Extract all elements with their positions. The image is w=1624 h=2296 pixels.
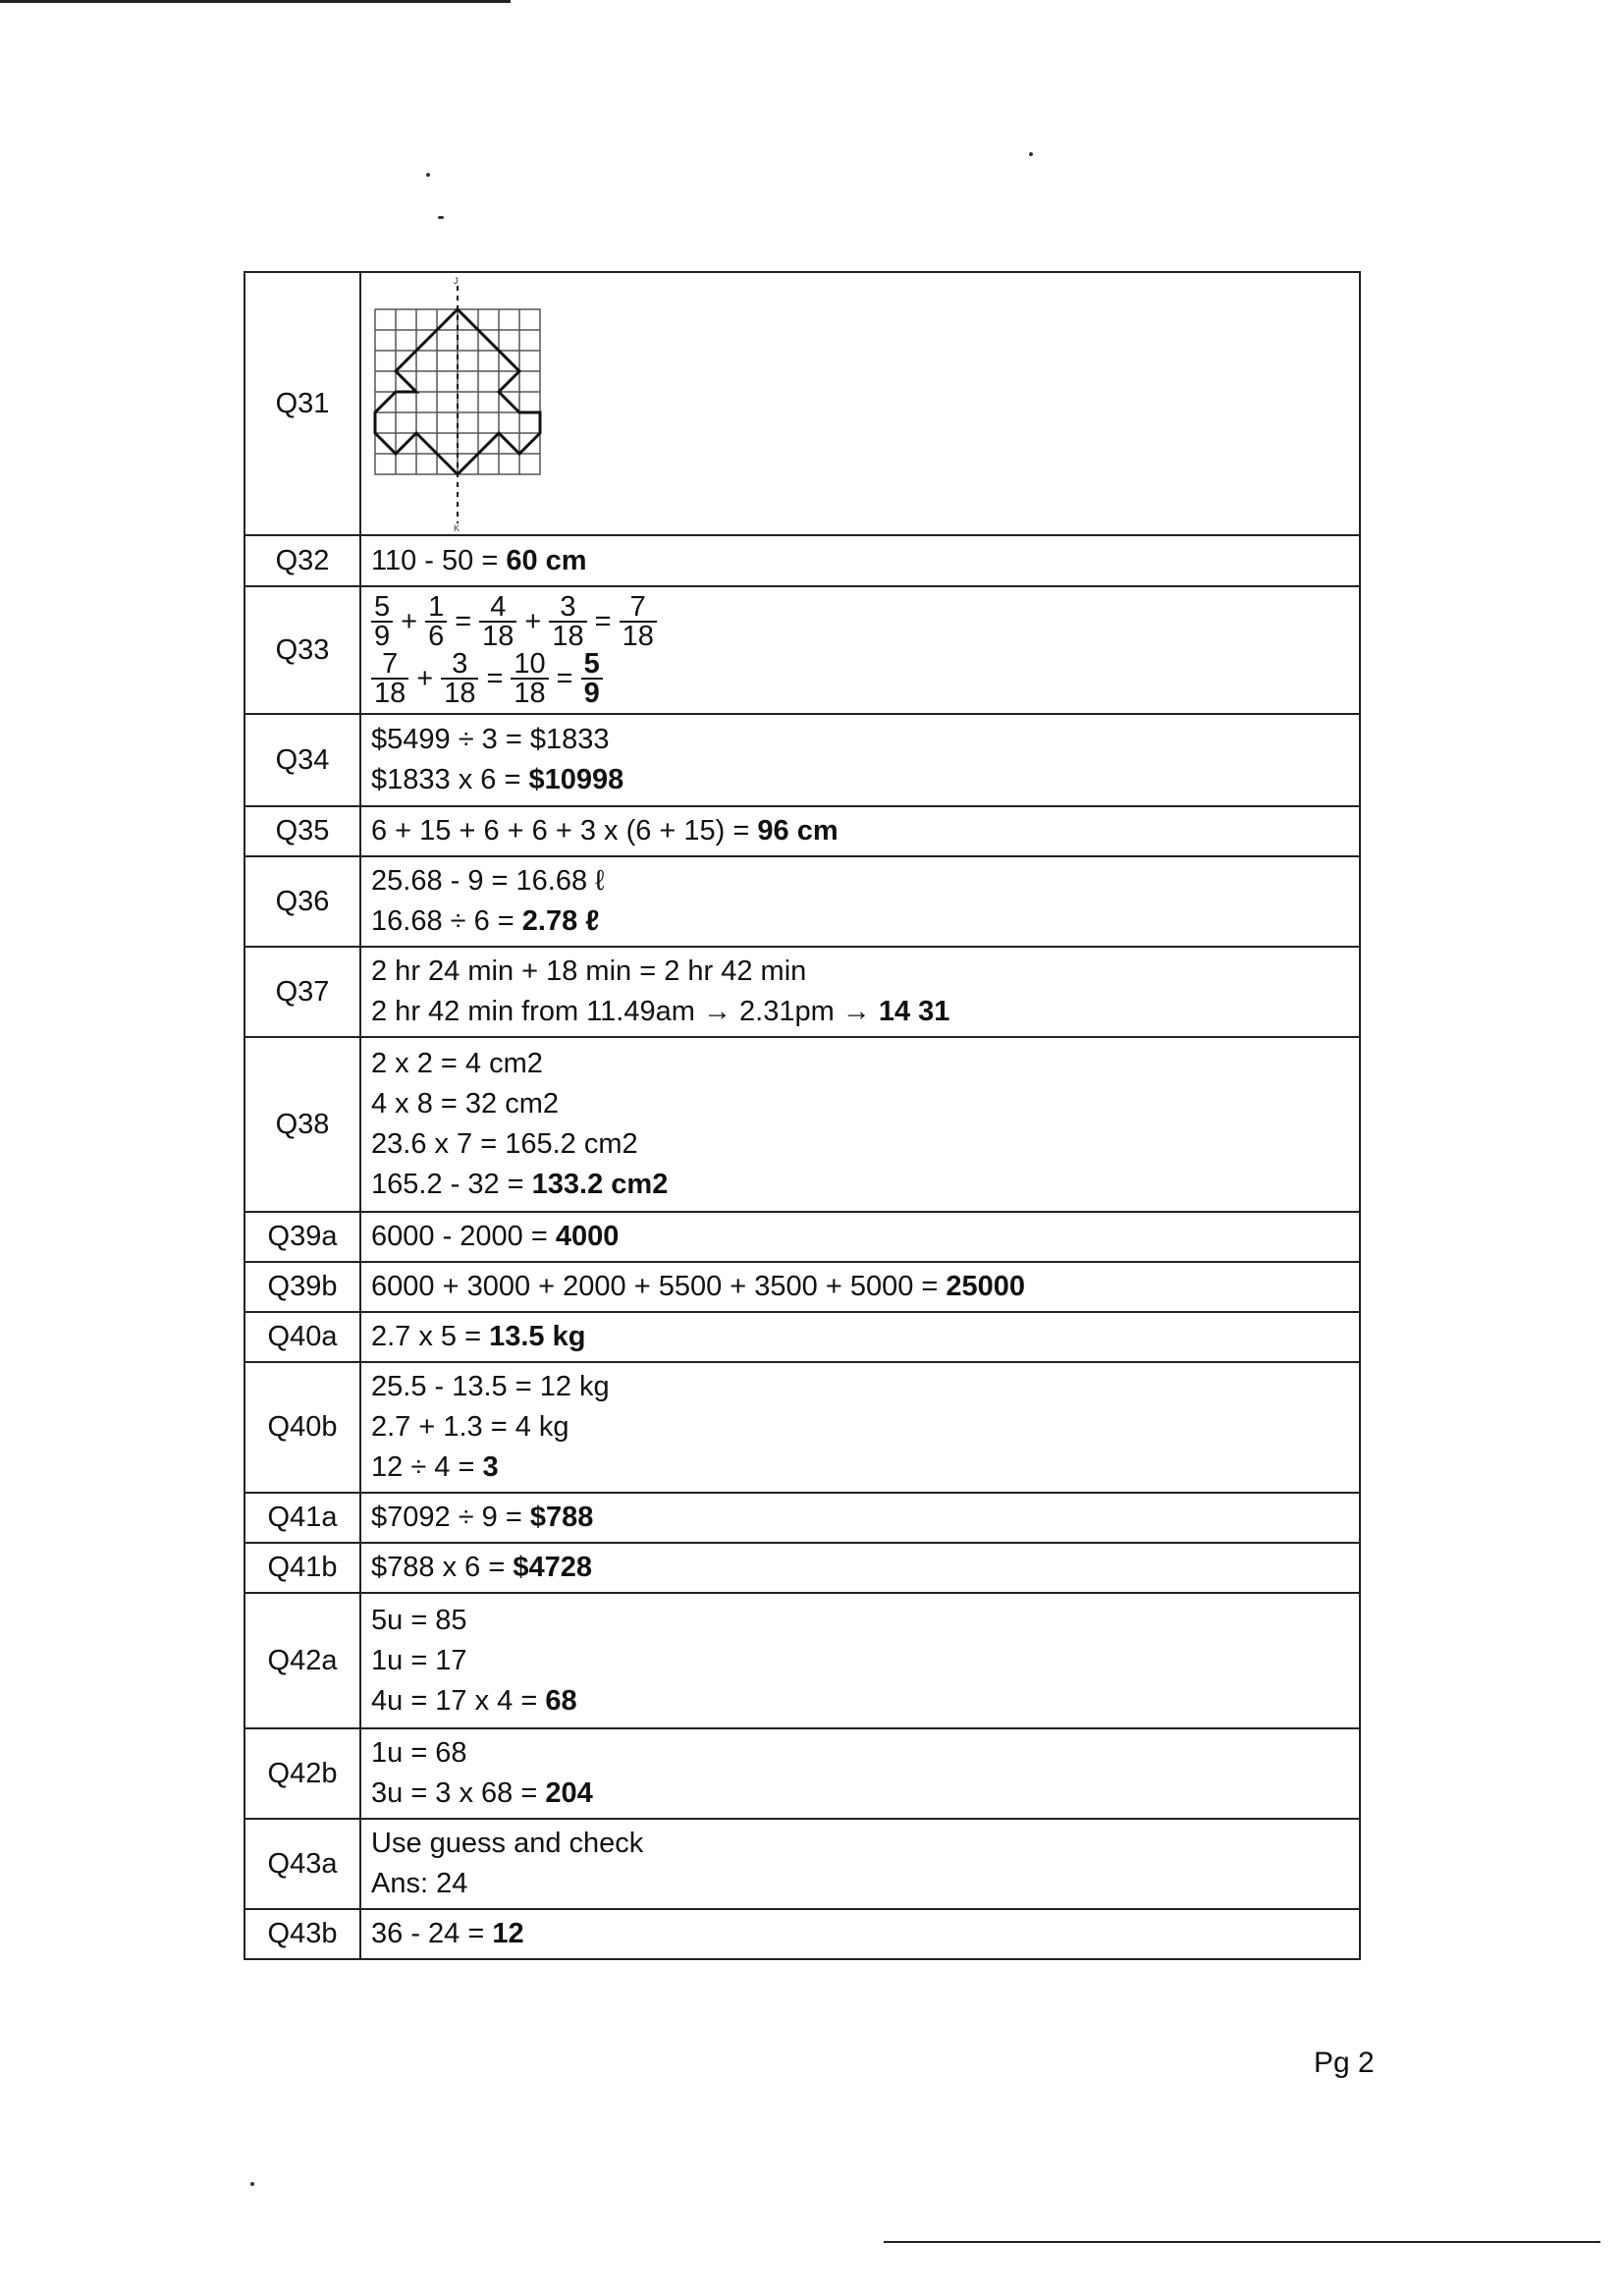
question-label: Q41b bbox=[244, 1543, 360, 1593]
question-label: Q40b bbox=[244, 1362, 360, 1493]
operator: = bbox=[486, 662, 504, 694]
fraction bbox=[581, 650, 603, 707]
denominator: 18 bbox=[622, 621, 654, 652]
working-line bbox=[371, 992, 1349, 1032]
fraction bbox=[479, 593, 516, 650]
final-answer: 4000 bbox=[555, 1221, 620, 1252]
final-answer: $4728 bbox=[513, 1552, 592, 1583]
fraction bbox=[371, 650, 408, 707]
answer-cell bbox=[360, 1312, 1360, 1362]
working-line bbox=[371, 720, 1349, 760]
denominator: 9 bbox=[583, 678, 600, 709]
question-label: Q33 bbox=[244, 586, 360, 714]
working-text: 2 x 2 = 4 cm2 bbox=[371, 1048, 543, 1079]
question-label: Q43a bbox=[244, 1819, 360, 1909]
final-answer: 96 cm bbox=[757, 815, 839, 847]
working-line bbox=[371, 760, 1349, 800]
table-row-q39b bbox=[244, 1262, 1360, 1312]
working-text: 6000 - 2000 = bbox=[371, 1221, 556, 1252]
question-label: Q42a bbox=[244, 1593, 360, 1728]
answer-cell bbox=[360, 1037, 1360, 1212]
question-label: Q43b bbox=[244, 1909, 360, 1959]
question-label: Q38 bbox=[244, 1037, 360, 1212]
working-line bbox=[371, 1914, 1349, 1954]
fraction-equation-line-2 bbox=[367, 650, 1353, 707]
denominator: 18 bbox=[482, 621, 514, 652]
scan-speck bbox=[1029, 152, 1033, 156]
final-answer: 12 bbox=[492, 1918, 524, 1949]
working-text: $788 x 6 = bbox=[371, 1552, 514, 1583]
denominator: 9 bbox=[374, 621, 391, 652]
working-line bbox=[371, 1601, 1349, 1641]
final-answer: $10998 bbox=[528, 764, 624, 795]
answer-cell bbox=[360, 1728, 1360, 1819]
working-line bbox=[371, 1548, 1349, 1588]
working-line bbox=[371, 811, 1349, 851]
final-answer: 13.5 kg bbox=[489, 1321, 586, 1352]
table-row-q39a bbox=[244, 1212, 1360, 1262]
working-line bbox=[371, 1864, 1349, 1904]
working-text: Use guess and check bbox=[371, 1828, 644, 1859]
working-line bbox=[371, 1267, 1349, 1307]
table-row-q38 bbox=[244, 1037, 1360, 1212]
operator: + bbox=[524, 605, 542, 637]
numerator: 3 bbox=[549, 593, 586, 623]
page-number: Pg 2 bbox=[1314, 2047, 1375, 2079]
denominator: 18 bbox=[514, 678, 546, 709]
question-label: Q39a bbox=[244, 1212, 360, 1262]
fraction bbox=[549, 593, 586, 650]
working-line bbox=[371, 1641, 1349, 1681]
answer-cell bbox=[360, 1212, 1360, 1262]
question-label: Q36 bbox=[244, 856, 360, 947]
scan-speck bbox=[438, 216, 444, 219]
answer-figure-cell bbox=[360, 272, 1360, 535]
fraction bbox=[620, 593, 657, 650]
working-line bbox=[371, 1407, 1349, 1448]
axis-label-top: J bbox=[454, 276, 459, 286]
answer-table-body bbox=[244, 272, 1360, 1959]
table-row-q42a bbox=[244, 1593, 1360, 1728]
numerator: 4 bbox=[479, 593, 516, 623]
working-line bbox=[371, 1733, 1349, 1774]
table-row-q41a bbox=[244, 1493, 1360, 1543]
working-line bbox=[371, 861, 1349, 902]
answer-cell bbox=[360, 1909, 1360, 1959]
working-text: $7092 ÷ 9 = bbox=[371, 1502, 530, 1533]
table-row-q41b bbox=[244, 1543, 1360, 1593]
operator: + bbox=[416, 662, 434, 694]
answer-cell bbox=[360, 535, 1360, 586]
final-answer: 60 cm bbox=[506, 544, 587, 576]
question-label: Q31 bbox=[244, 272, 360, 535]
working-line bbox=[371, 541, 1349, 581]
table-row-q40b bbox=[244, 1362, 1360, 1493]
answer-cell bbox=[360, 1543, 1360, 1593]
final-answer: 3 bbox=[482, 1451, 499, 1483]
answer-cell bbox=[360, 1362, 1360, 1493]
numerator: 7 bbox=[371, 650, 408, 680]
answer-cell bbox=[360, 714, 1360, 806]
working-line bbox=[371, 1044, 1349, 1084]
working-line bbox=[371, 1448, 1349, 1488]
numerator: 1 bbox=[425, 593, 447, 623]
answer-cell bbox=[360, 1262, 1360, 1312]
answer-table bbox=[244, 271, 1361, 1960]
final-answer: 2.78 ℓ bbox=[521, 905, 600, 937]
working-text: 36 - 24 = bbox=[371, 1918, 493, 1949]
working-text: 25.5 - 13.5 = 12 kg bbox=[371, 1371, 610, 1402]
denominator: 6 bbox=[428, 621, 445, 652]
table-row-q40a bbox=[244, 1312, 1360, 1362]
working-line bbox=[371, 952, 1349, 992]
working-text: $1833 x 6 = bbox=[371, 764, 529, 795]
fraction bbox=[511, 650, 548, 707]
working-line bbox=[371, 1124, 1349, 1165]
table-row-q42b bbox=[244, 1728, 1360, 1819]
working-text: 165.2 - 32 = bbox=[371, 1169, 532, 1200]
denominator: 18 bbox=[444, 678, 476, 709]
denominator: 18 bbox=[374, 678, 406, 709]
working-line bbox=[371, 1774, 1349, 1814]
final-answer: $788 bbox=[529, 1502, 594, 1533]
numerator: 10 bbox=[511, 650, 548, 680]
working-line bbox=[371, 1317, 1349, 1357]
working-text: 3u = 3 x 68 = bbox=[371, 1777, 546, 1809]
working-text: 1u = 68 bbox=[371, 1737, 467, 1769]
working-line bbox=[371, 1824, 1349, 1864]
final-answer: 204 bbox=[545, 1777, 593, 1809]
question-label: Q37 bbox=[244, 947, 360, 1037]
answer-cell bbox=[360, 856, 1360, 947]
question-label: Q32 bbox=[244, 535, 360, 586]
working-text: 12 ÷ 4 = bbox=[371, 1451, 483, 1483]
question-label: Q40a bbox=[244, 1312, 360, 1362]
working-text: 2.7 + 1.3 = 4 kg bbox=[371, 1411, 569, 1443]
working-text: 5u = 85 bbox=[371, 1604, 467, 1636]
working-line bbox=[371, 1498, 1349, 1538]
scan-edge-line-bottom bbox=[884, 2241, 1600, 2243]
numerator: 7 bbox=[620, 593, 657, 623]
numerator: 5 bbox=[371, 593, 393, 623]
working-line bbox=[371, 1681, 1349, 1722]
final-answer: 68 bbox=[545, 1684, 577, 1717]
operator: = bbox=[455, 605, 472, 637]
question-label: Q41a bbox=[244, 1493, 360, 1543]
answer-cell bbox=[360, 1819, 1360, 1909]
table-row-q32 bbox=[244, 535, 1360, 586]
fraction bbox=[371, 593, 393, 650]
scan-edge-line-top bbox=[0, 0, 511, 3]
working-text: 2 hr 42 min from 11.49am → 2.31pm → bbox=[371, 996, 879, 1027]
question-label: Q34 bbox=[244, 714, 360, 806]
table-row-q35 bbox=[244, 806, 1360, 856]
table-row-q31 bbox=[244, 272, 1360, 535]
working-text: 6000 + 3000 + 2000 + 5500 + 3500 + 5000 = bbox=[371, 1271, 947, 1302]
answer-cell bbox=[360, 1493, 1360, 1543]
working-text: 2 hr 24 min + 18 min = 2 hr 42 min bbox=[371, 956, 807, 987]
final-answer: 14 31 bbox=[878, 996, 950, 1027]
operator: = bbox=[556, 662, 573, 694]
working-text: 25.68 - 9 = 16.68 ℓ bbox=[371, 865, 605, 897]
fraction bbox=[425, 593, 447, 650]
scan-speck bbox=[250, 2182, 254, 2186]
final-answer: 25000 bbox=[946, 1271, 1026, 1302]
table-row-q33 bbox=[244, 586, 1360, 714]
fraction-equation-line-1 bbox=[367, 593, 1353, 650]
question-label: Q39b bbox=[244, 1262, 360, 1312]
working-line bbox=[371, 1165, 1349, 1205]
symmetry-grid-figure bbox=[371, 276, 558, 531]
working-line bbox=[371, 1367, 1349, 1407]
denominator: 18 bbox=[552, 621, 584, 652]
question-label: Q35 bbox=[244, 806, 360, 856]
axis-label-bottom: K bbox=[454, 523, 460, 531]
answer-cell bbox=[360, 947, 1360, 1037]
answer-cell bbox=[360, 806, 1360, 856]
scan-speck bbox=[426, 173, 430, 177]
operator: = bbox=[594, 605, 612, 637]
answer-cell bbox=[360, 1593, 1360, 1728]
working-text: Ans: 24 bbox=[371, 1868, 468, 1899]
table-row-q34 bbox=[244, 714, 1360, 806]
table-row-q43a bbox=[244, 1819, 1360, 1909]
table-row-q43b bbox=[244, 1909, 1360, 1959]
working-text: 6 + 15 + 6 + 6 + 3 x (6 + 15) = bbox=[371, 815, 758, 847]
working-text: 110 - 50 = bbox=[371, 544, 507, 576]
working-text: $5499 ÷ 3 = $1833 bbox=[371, 724, 610, 755]
working-text: 4 x 8 = 32 cm2 bbox=[371, 1088, 560, 1120]
operator: + bbox=[401, 605, 418, 637]
working-text: 4u = 17 x 4 = bbox=[371, 1684, 546, 1717]
working-text: 1u = 17 bbox=[371, 1644, 467, 1676]
working-line bbox=[371, 902, 1349, 942]
table-row-q36 bbox=[244, 856, 1360, 947]
fraction bbox=[441, 650, 478, 707]
working-text: 23.6 x 7 = 165.2 cm2 bbox=[371, 1128, 638, 1160]
table-row-q37 bbox=[244, 947, 1360, 1037]
numerator: 3 bbox=[441, 650, 478, 680]
working-line bbox=[371, 1084, 1349, 1124]
final-answer: 133.2 cm2 bbox=[531, 1169, 669, 1200]
working-text: 16.68 ÷ 6 = bbox=[371, 905, 522, 937]
working-line bbox=[371, 1217, 1349, 1257]
numerator: 5 bbox=[581, 650, 603, 680]
working-text: 2.7 x 5 = bbox=[371, 1321, 490, 1352]
answer-cell bbox=[360, 586, 1360, 714]
question-label: Q42b bbox=[244, 1728, 360, 1819]
